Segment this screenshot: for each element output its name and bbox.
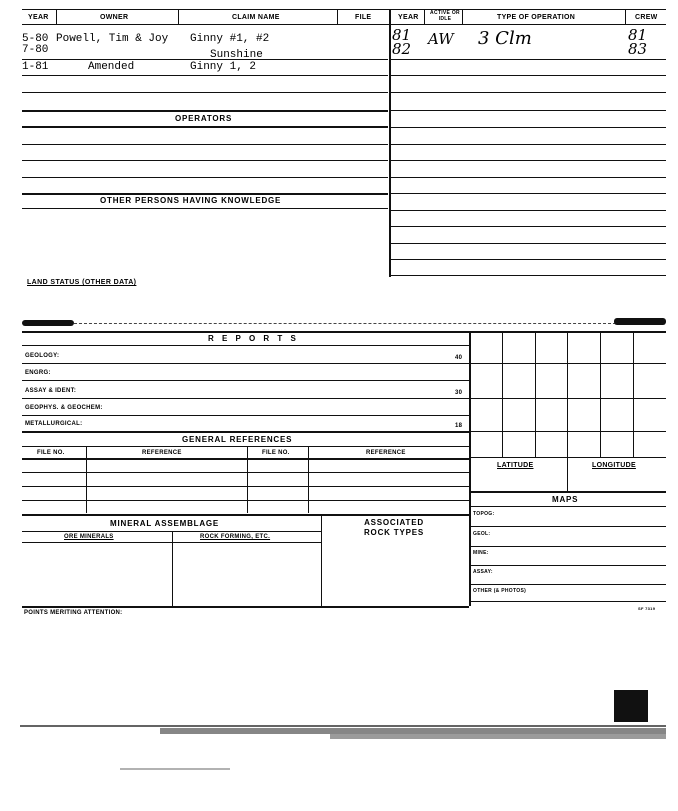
report-geophys: GEOPHYS. & GEOCHEM: bbox=[25, 405, 103, 411]
ops-row-line bbox=[391, 226, 666, 227]
ops-row-line bbox=[391, 259, 666, 260]
general-references-heading: GENERAL REFERENCES bbox=[182, 435, 293, 444]
grid-line bbox=[469, 431, 666, 432]
grid-line bbox=[469, 457, 666, 458]
maps-topog: TOPOG: bbox=[473, 511, 495, 517]
col-divider bbox=[172, 531, 173, 606]
report-assay-num: 30 bbox=[455, 390, 463, 396]
header-year-2: YEAR bbox=[398, 14, 419, 21]
row-line bbox=[22, 144, 388, 145]
header-top-line bbox=[22, 9, 666, 10]
row-line bbox=[469, 601, 666, 602]
row-line bbox=[22, 177, 388, 178]
grid-line bbox=[469, 398, 666, 399]
row-line bbox=[22, 431, 469, 433]
col-divider bbox=[337, 9, 338, 24]
ops-row-line bbox=[391, 193, 666, 194]
owner-row-2-year: 7-80 bbox=[22, 44, 49, 56]
row-line bbox=[469, 506, 666, 507]
ops-row-line bbox=[391, 59, 666, 60]
header-file: FILE bbox=[355, 14, 372, 21]
row-line bbox=[22, 606, 469, 608]
points-meriting-label: POINTS MERITING ATTENTION: bbox=[24, 610, 123, 616]
associated-rock-types-heading: ASSOCIATED ROCK TYPES bbox=[363, 518, 424, 537]
owner-row-1-year: 5-80 bbox=[22, 33, 49, 45]
owner-row-3-claim: Ginny 1, 2 bbox=[190, 61, 257, 73]
owner-row-3-year: 1-81 bbox=[22, 61, 49, 73]
row-line bbox=[22, 514, 469, 516]
reports-top-line bbox=[22, 331, 666, 333]
maps-mine: MINE: bbox=[473, 550, 489, 556]
ref-file-no-1: FILE NO. bbox=[37, 450, 65, 456]
maps-geol: GEOL: bbox=[473, 531, 491, 537]
grid-line bbox=[535, 331, 536, 457]
row-line bbox=[22, 345, 469, 346]
col-divider bbox=[625, 9, 626, 24]
operators-heading: OPERATORS bbox=[175, 114, 233, 123]
scan-noise-band bbox=[20, 725, 666, 727]
ore-minerals-heading: ORE MINERALS bbox=[64, 534, 114, 540]
header-type-of-operation: TYPE OF OPERATION bbox=[497, 14, 576, 21]
scan-black-block bbox=[614, 690, 648, 722]
row-line bbox=[22, 500, 469, 501]
owner-row-2-claim: Sunshine bbox=[210, 49, 263, 61]
ops-row-line bbox=[391, 92, 666, 93]
latitude-label: LATITUDE bbox=[497, 462, 534, 469]
row-line bbox=[22, 415, 469, 416]
row-line bbox=[22, 458, 469, 460]
row-line bbox=[22, 110, 388, 112]
header-claim-name: CLAIM NAME bbox=[232, 14, 280, 21]
ops-row-line bbox=[391, 243, 666, 244]
row-line bbox=[22, 398, 469, 399]
operation-year: 81 82 bbox=[392, 26, 412, 58]
row-line bbox=[22, 363, 469, 364]
report-assay: ASSAY & IDENT: bbox=[25, 388, 77, 394]
row-line bbox=[22, 160, 388, 161]
report-engrg: ENGRG: bbox=[25, 370, 51, 376]
header-bottom-line bbox=[22, 24, 666, 25]
col-divider bbox=[308, 446, 309, 513]
header-year: YEAR bbox=[28, 14, 49, 21]
row-line bbox=[469, 526, 666, 527]
row-line bbox=[22, 75, 388, 76]
scan-noise-band bbox=[120, 768, 230, 770]
row-line bbox=[469, 546, 666, 547]
reports-heading: R E P O R T S bbox=[208, 334, 299, 343]
ops-row-line bbox=[391, 210, 666, 211]
land-status-heading: LAND STATUS (OTHER DATA) bbox=[27, 279, 137, 286]
grid-line bbox=[633, 331, 634, 457]
operation-active: AW bbox=[428, 30, 454, 48]
row-line bbox=[22, 446, 469, 447]
grid-line bbox=[600, 331, 601, 457]
ops-row-line bbox=[391, 127, 666, 128]
row-line bbox=[22, 193, 388, 195]
other-persons-heading: OTHER PERSONS HAVING KNOWLEDGE bbox=[100, 196, 282, 205]
col-divider bbox=[321, 514, 322, 606]
row-line bbox=[22, 486, 469, 487]
col-divider bbox=[462, 9, 463, 24]
col-divider bbox=[56, 9, 57, 24]
header-active-idle: ACTIVE OR IDLE bbox=[430, 10, 460, 22]
row-line bbox=[22, 208, 388, 209]
ref-reference-1: REFERENCE bbox=[142, 450, 182, 456]
report-geology: GEOLOGY: bbox=[25, 353, 60, 359]
ops-row-line bbox=[391, 177, 666, 178]
rock-forming-heading: ROCK FORMING, ETC. bbox=[200, 534, 271, 540]
ref-reference-2: REFERENCE bbox=[366, 450, 406, 456]
header-owner: OWNER bbox=[100, 14, 129, 21]
header-crew: CREW bbox=[635, 14, 658, 21]
operation-type: 3 Clm bbox=[478, 28, 532, 49]
row-line bbox=[22, 380, 469, 381]
grid-line bbox=[502, 331, 503, 457]
form-code: SF 7319 bbox=[638, 606, 656, 611]
maps-top-line bbox=[469, 491, 666, 493]
grid-line bbox=[567, 331, 568, 491]
maps-assay: ASSAY: bbox=[473, 569, 493, 575]
report-metallurgical-num: 18 bbox=[455, 423, 463, 429]
row-line bbox=[22, 59, 388, 60]
col-divider bbox=[247, 446, 248, 513]
ops-row-line bbox=[391, 110, 666, 111]
col-divider bbox=[86, 446, 87, 513]
ops-row-line bbox=[391, 75, 666, 76]
row-line bbox=[22, 92, 388, 93]
mineral-assemblage-heading: MINERAL ASSEMBLAGE bbox=[110, 519, 220, 528]
ops-row-line bbox=[391, 275, 666, 276]
operators-line bbox=[22, 126, 388, 128]
maps-other: OTHER (& PHOTOS) bbox=[473, 588, 527, 594]
owner-row-3-owner: Amended bbox=[88, 61, 135, 73]
maps-heading: MAPS bbox=[552, 495, 579, 504]
main-vertical-divider bbox=[389, 9, 391, 277]
divider-mark-right bbox=[614, 318, 666, 325]
grid-line bbox=[469, 363, 666, 364]
owner-row-1-owner: Powell, Tim & Joy bbox=[56, 33, 169, 45]
col-divider bbox=[424, 9, 425, 24]
divider-mark-left bbox=[22, 320, 74, 326]
report-geology-num: 40 bbox=[455, 355, 463, 361]
row-line bbox=[22, 472, 469, 473]
longitude-label: LONGITUDE bbox=[592, 462, 636, 469]
operation-crew: 81 83 bbox=[628, 26, 648, 58]
ref-file-no-2: FILE NO. bbox=[262, 450, 290, 456]
divider-dashed bbox=[74, 323, 616, 324]
ops-row-line bbox=[391, 144, 666, 145]
row-line bbox=[469, 584, 666, 585]
col-divider bbox=[178, 9, 179, 24]
scan-noise-band bbox=[330, 734, 666, 739]
row-line bbox=[469, 565, 666, 566]
ops-row-line bbox=[391, 160, 666, 161]
owner-row-1-claim: Ginny #1, #2 bbox=[190, 33, 270, 45]
report-metallurgical: METALLURGICAL: bbox=[25, 421, 83, 427]
